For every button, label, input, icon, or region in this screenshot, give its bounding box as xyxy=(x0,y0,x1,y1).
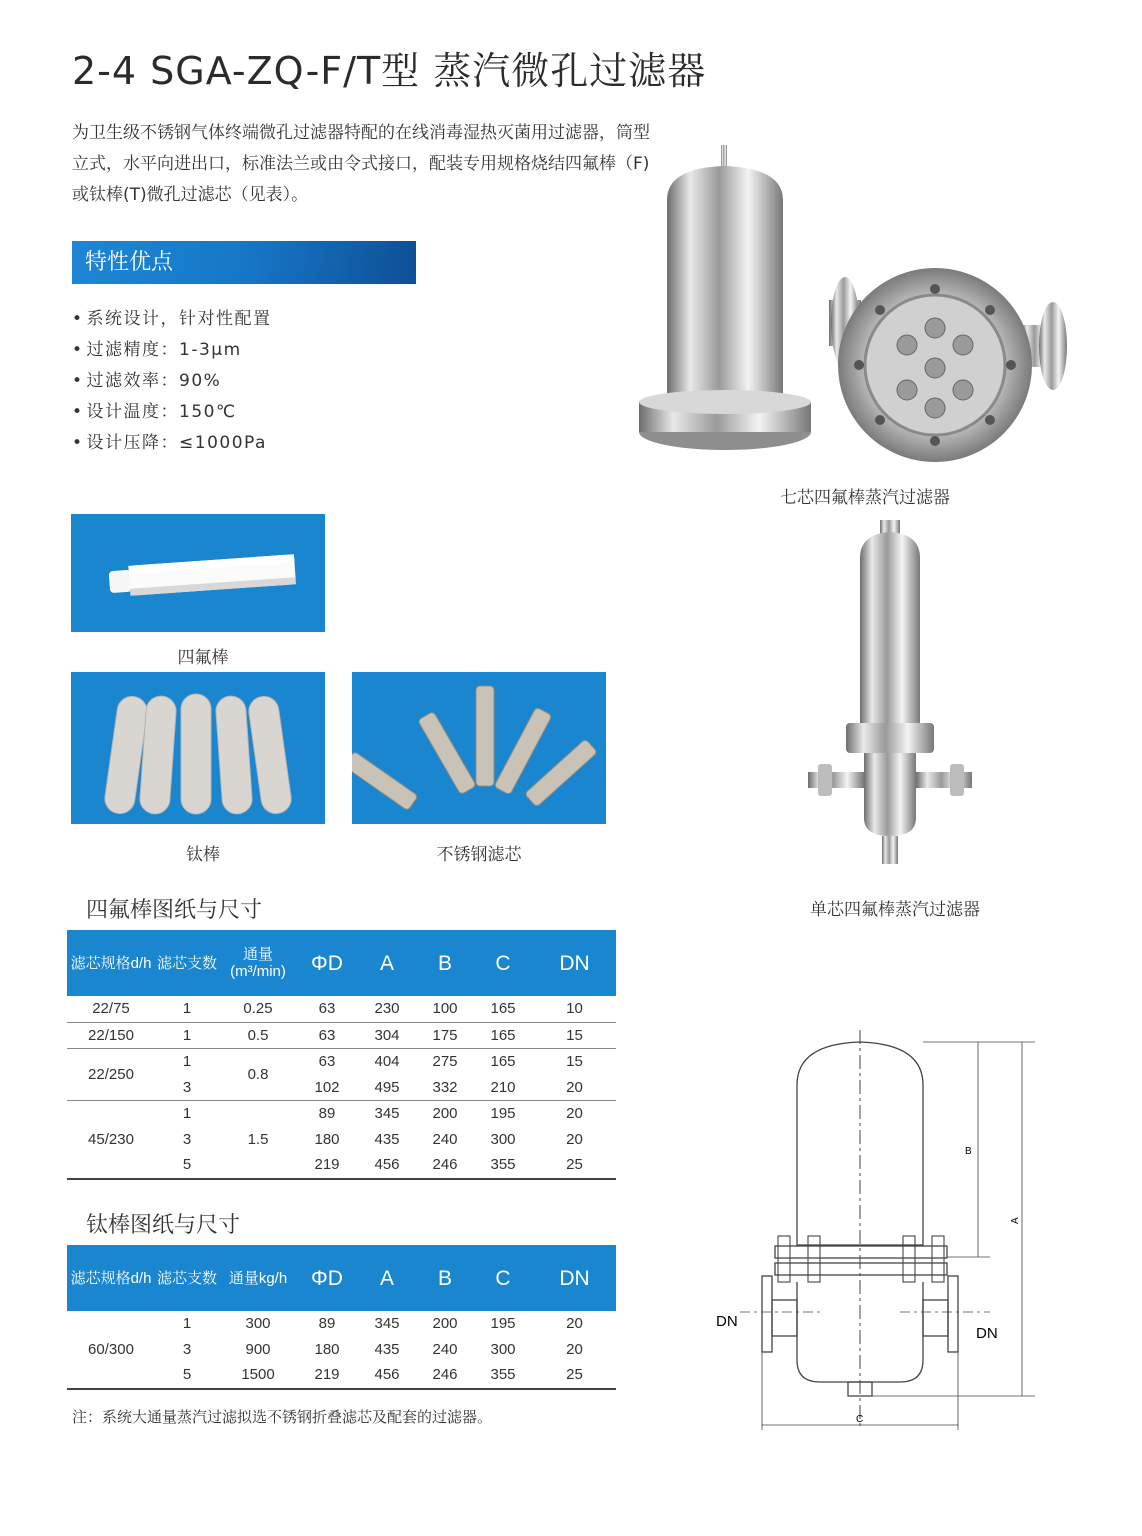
a-cell: 456 xyxy=(357,1362,417,1389)
b-cell: 100 xyxy=(417,996,473,1022)
count-cell: 1 xyxy=(182,1053,192,1071)
spec-cell: 22/250 xyxy=(67,1049,155,1101)
stainless-cartridge-caption: 不锈钢滤芯 xyxy=(436,845,522,865)
filter-drawing xyxy=(700,1030,1040,1440)
flow-cell: 1.5 xyxy=(219,1101,297,1179)
count-cell: 1 xyxy=(182,1315,192,1333)
count-cell: 1 xyxy=(155,996,219,1022)
ptfe-rod-caption: 四氟棒 xyxy=(177,648,229,668)
column-header: 滤芯规格d/h xyxy=(67,1245,155,1311)
b-cell: 332 xyxy=(417,1075,473,1101)
table-row xyxy=(67,1101,616,1127)
d-cell: 63 xyxy=(297,1022,357,1049)
titanium-rod-image xyxy=(71,672,325,824)
dimension-a-label: A xyxy=(1010,1217,1021,1224)
count-cell: 3 xyxy=(155,1075,219,1101)
titanium-table-title: 钛棒图纸与尺寸 xyxy=(86,1213,241,1238)
c-cell: 195 xyxy=(490,1315,516,1333)
titanium-spec-table xyxy=(67,1245,616,1390)
flow-cell: 0.5 xyxy=(219,1022,297,1049)
dn-cell: 20 xyxy=(566,1340,583,1358)
stainless-cartridge-image xyxy=(352,672,606,824)
d-cell: 102 xyxy=(297,1075,357,1101)
titanium-rod-caption: 钛棒 xyxy=(186,845,220,865)
d-cell: 219 xyxy=(297,1362,357,1389)
column-header: DN xyxy=(533,930,616,996)
column-header: ΦD xyxy=(297,1245,357,1311)
b-cell: 275 xyxy=(432,1053,458,1071)
feature-item: • 过滤精度：1-3μm xyxy=(72,335,272,366)
d-cell: 89 xyxy=(318,1315,336,1333)
d-cell: 219 xyxy=(297,1152,357,1179)
d-cell: 89 xyxy=(318,1105,336,1123)
dn-cell: 20 xyxy=(533,1075,616,1101)
feature-item: • 设计温度：150℃ xyxy=(72,397,272,428)
feature-item: • 系统设计，针对性配置 xyxy=(72,304,272,335)
d-cell: 180 xyxy=(314,1340,340,1358)
column-header: C xyxy=(473,1245,533,1311)
single-core-caption: 单芯四氟棒蒸汽过滤器 xyxy=(810,900,980,920)
column-header: C xyxy=(473,930,533,996)
c-cell: 165 xyxy=(473,1022,533,1049)
intro-paragraph: 为卫生级不锈钢气体终端微孔过滤器特配的在线消毒湿热灭菌用过滤器，筒型立式，水平向进出口，标准法兰或由令式接口，配装专用规格烧结四氟棒（F)或钛棒(T)微孔过滤芯（见表）。 xyxy=(72,123,650,205)
column-header: A xyxy=(357,1245,417,1311)
table-row xyxy=(67,996,616,1022)
flow-cell: 0.8 xyxy=(219,1049,297,1101)
table-row xyxy=(67,1049,616,1075)
d-cell: 63 xyxy=(318,1053,336,1071)
column-header: B xyxy=(417,1245,473,1311)
dimension-c-label: C xyxy=(856,1414,864,1425)
dn-cell: 25 xyxy=(533,1152,616,1179)
column-header: ΦD xyxy=(297,930,357,996)
flow-cell: 1500 xyxy=(219,1362,297,1389)
column-header: 通量(m³/min) xyxy=(219,930,297,996)
spec-cell: 22/150 xyxy=(67,1022,155,1049)
c-cell: 300 xyxy=(490,1340,516,1358)
count-cell: 3 xyxy=(182,1130,192,1148)
column-header: 滤芯规格d/h xyxy=(67,930,155,996)
a-cell: 435 xyxy=(374,1130,400,1148)
ptfe-table-title: 四氟棒图纸与尺寸 xyxy=(86,898,263,923)
features-banner: 特性优点 xyxy=(72,241,416,284)
c-cell: 210 xyxy=(473,1075,533,1101)
c-cell: 195 xyxy=(490,1105,516,1123)
d-cell: 63 xyxy=(297,996,357,1022)
count-cell: 3 xyxy=(182,1340,192,1358)
dn-left-label: DN xyxy=(716,1313,738,1330)
dn-cell: 15 xyxy=(566,1053,583,1071)
d-cell: 180 xyxy=(314,1130,340,1148)
dn-right-label: DN xyxy=(976,1325,998,1342)
dn-cell: 25 xyxy=(533,1362,616,1389)
c-cell: 355 xyxy=(473,1152,533,1179)
a-cell: 435 xyxy=(374,1340,400,1358)
column-header: DN xyxy=(533,1245,616,1311)
c-cell: 165 xyxy=(473,996,533,1022)
dn-cell: 20 xyxy=(566,1130,583,1148)
single-core-filter-image xyxy=(800,518,980,868)
table-header-row xyxy=(67,930,616,996)
count-cell: 5 xyxy=(155,1362,219,1389)
b-cell: 240 xyxy=(432,1130,458,1148)
b-cell: 200 xyxy=(432,1105,458,1123)
feature-item: • 过滤效率：90% xyxy=(72,366,272,397)
b-cell: 175 xyxy=(417,1022,473,1049)
a-cell: 230 xyxy=(357,996,417,1022)
page-title: 2-4 SGA-ZQ-F/T型 蒸汽微孔过滤器 xyxy=(72,49,707,93)
dn-cell: 15 xyxy=(533,1022,616,1049)
dimension-b-label: B xyxy=(965,1146,972,1157)
count-cell: 1 xyxy=(155,1022,219,1049)
ptfe-rod-image xyxy=(71,514,325,632)
a-cell: 345 xyxy=(374,1105,400,1123)
column-header: 滤芯支数 xyxy=(155,1245,219,1311)
table-header-row xyxy=(67,1245,616,1311)
c-cell: 355 xyxy=(473,1362,533,1389)
flow-cell: 900 xyxy=(245,1340,271,1358)
dn-cell: 10 xyxy=(533,996,616,1022)
a-cell: 404 xyxy=(374,1053,400,1071)
column-header: 通量kg/h xyxy=(219,1245,297,1311)
a-cell: 495 xyxy=(357,1075,417,1101)
table-row xyxy=(67,1022,616,1049)
column-header: A xyxy=(357,930,417,996)
b-cell: 240 xyxy=(432,1340,458,1358)
a-cell: 304 xyxy=(357,1022,417,1049)
table-row xyxy=(67,1311,616,1337)
flow-cell: 300 xyxy=(245,1315,271,1333)
c-cell: 165 xyxy=(490,1053,516,1071)
column-header: 滤芯支数 xyxy=(155,930,219,996)
count-cell: 5 xyxy=(155,1152,219,1179)
ptfe-spec-table xyxy=(67,930,616,1180)
column-header: B xyxy=(417,930,473,996)
a-cell: 345 xyxy=(374,1315,400,1333)
seven-core-filter-image xyxy=(635,140,1075,470)
count-cell: 1 xyxy=(182,1105,192,1123)
spec-cell: 60/300 xyxy=(67,1311,155,1389)
b-cell: 200 xyxy=(432,1315,458,1333)
b-cell: 246 xyxy=(417,1362,473,1389)
b-cell: 246 xyxy=(417,1152,473,1179)
features-list xyxy=(72,304,272,459)
footnote: 注：系统大通量蒸汽过滤拟选不锈钢折叠滤芯及配套的过滤器。 xyxy=(72,1408,493,1426)
feature-item: • 设计压降：≤1000Pa xyxy=(72,428,272,459)
flow-cell: 0.25 xyxy=(219,996,297,1022)
a-cell: 456 xyxy=(357,1152,417,1179)
dn-cell: 20 xyxy=(566,1105,583,1123)
seven-core-caption: 七芯四氟棒蒸汽过滤器 xyxy=(780,488,950,508)
dn-cell: 20 xyxy=(566,1315,583,1333)
spec-cell: 22/75 xyxy=(67,996,155,1022)
c-cell: 300 xyxy=(490,1130,516,1148)
spec-cell: 45/230 xyxy=(67,1101,155,1179)
